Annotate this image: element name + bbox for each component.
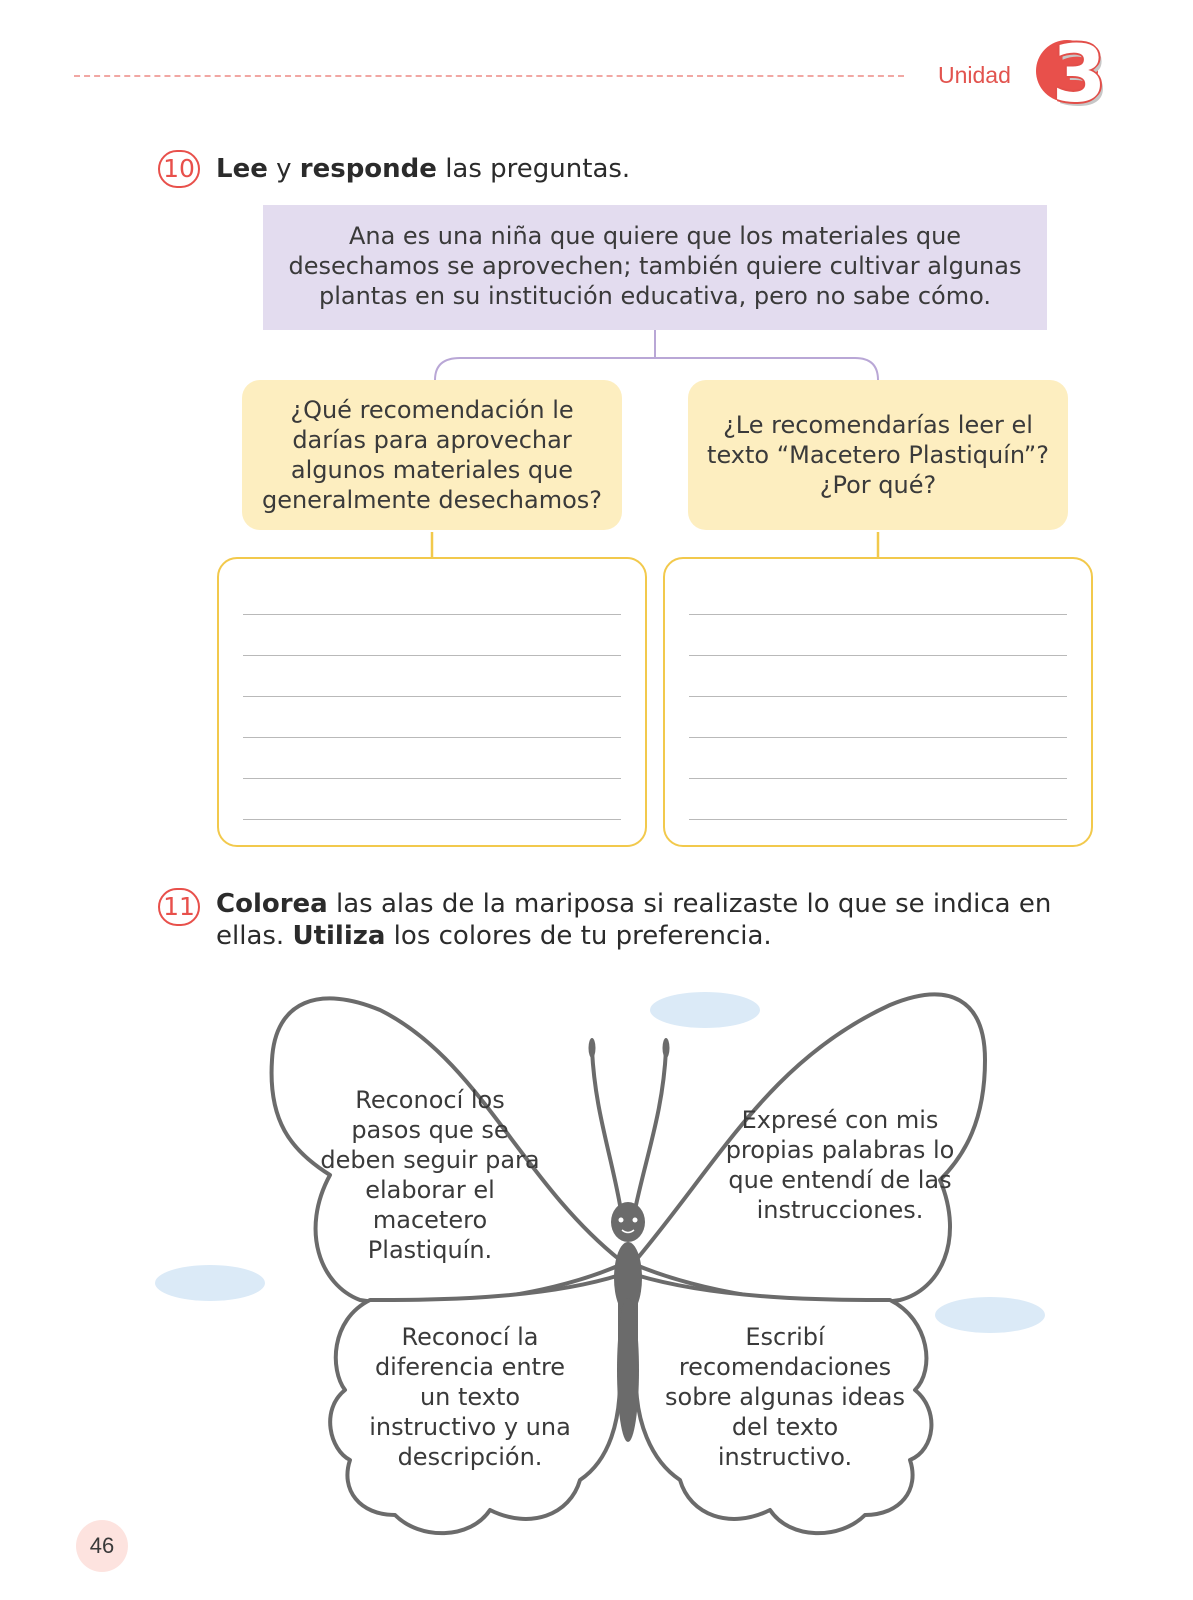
instruction-text: las alas de la mariposa si realizaste lo que se indica en ellas.	[216, 889, 1052, 951]
instruction-bold: responde	[299, 154, 437, 184]
wing-text-top-right: Expresé con mis propias palabras lo que entendí de las instrucciones.	[725, 1106, 955, 1224]
wing-text-top-left: Reconocí los pasos que se deben seguir para elaborar el macetero Plastiquín.	[320, 1086, 540, 1264]
instruction-text: los colores de tu preferencia.	[385, 921, 772, 951]
context-box: Ana es una niña que quiere que los materiales que desechamos se aprovechen; también quiere cultivar algunas plantas en su institución educativa, pero no sabe cómo.	[263, 205, 1047, 330]
page-number: 46	[76, 1520, 128, 1572]
instruction-bold: Lee	[216, 154, 268, 184]
activity-10-number: 10	[158, 150, 200, 188]
unit-label: Unidad	[938, 62, 1011, 88]
question-card-2: ¿Le recomendarías leer el texto “Macetero Plastiquín”? ¿Por qué?	[688, 380, 1068, 530]
activity-11-number: 11	[158, 888, 200, 926]
wing-text-bottom-left: Reconocí la diferencia entre un texto instructivo y una descripción.	[369, 1323, 571, 1471]
question-card-1: ¿Qué recomendación le darías para aprovechar algunos materiales que generalmente desechamos?	[242, 380, 622, 530]
instruction-bold: Colorea	[216, 889, 328, 919]
instruction-text: las preguntas.	[436, 154, 631, 184]
instruction-text: y	[267, 154, 300, 184]
wing-text-bottom-right: Escribí recomendaciones sobre algunas ideas del texto instructivo.	[665, 1323, 905, 1471]
unit-number: 3	[1051, 30, 1107, 120]
instruction-bold: Utiliza	[292, 921, 386, 951]
